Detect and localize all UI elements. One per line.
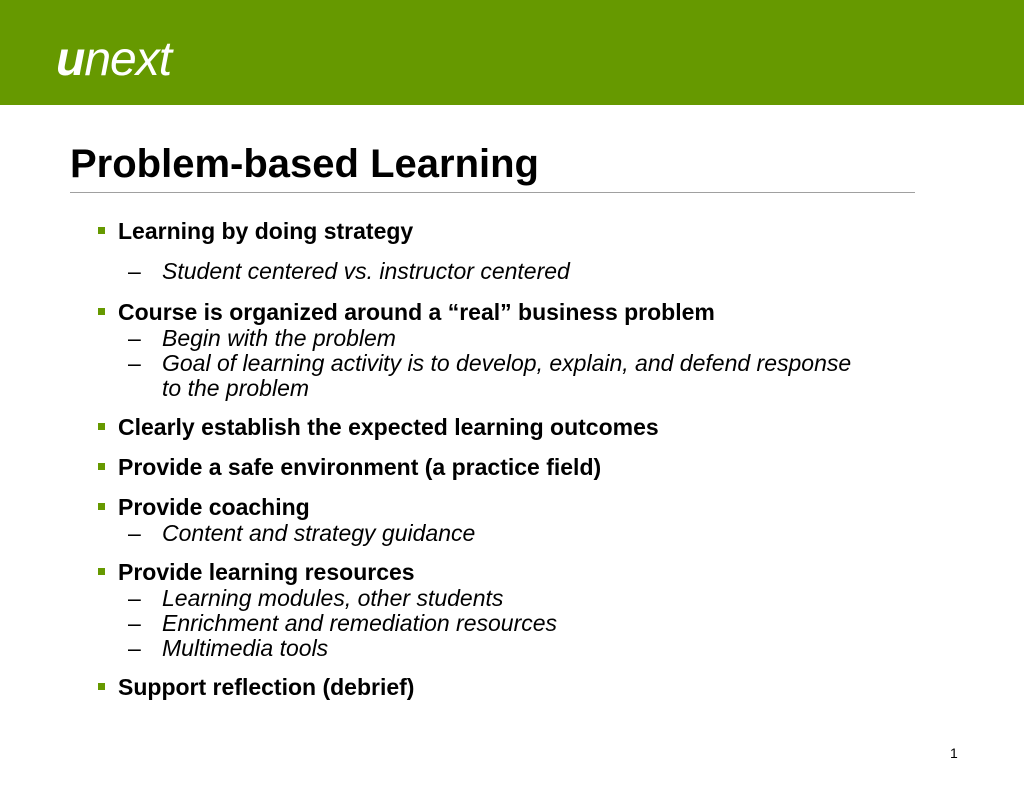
- bullet-list: [96, 205, 896, 701]
- square-bullet-icon: [98, 568, 105, 575]
- sub-bullet-item: [118, 259, 862, 284]
- header-band: [0, 0, 1024, 105]
- sub-bullet-text: Learning modules, other students: [162, 585, 504, 611]
- bullet-text: Clearly establish the expected learning outcomes: [118, 414, 659, 440]
- sub-bullet-text: Goal of learning activity is to develop, explain, and defend response to the problem: [162, 350, 852, 401]
- bullet-item: [96, 413, 896, 441]
- bullet-item: [96, 673, 896, 701]
- sub-bullet-text: Student centered vs. instructor centered: [162, 258, 570, 284]
- bullet-item: [96, 493, 896, 546]
- sub-bullet-list: [118, 259, 896, 284]
- square-bullet-icon: [98, 423, 105, 430]
- sub-bullet-list: [118, 326, 896, 401]
- sub-bullet-item: [118, 586, 862, 611]
- bullet-text: Provide coaching: [118, 494, 310, 520]
- square-bullet-icon: [98, 503, 105, 510]
- sub-bullet-text: Content and strategy guidance: [162, 520, 476, 546]
- sub-bullet-text: Begin with the problem: [162, 325, 396, 351]
- sub-bullet-item: [118, 326, 862, 351]
- square-bullet-icon: [98, 227, 105, 234]
- unext-logo: [56, 33, 172, 86]
- dash-marker: –: [128, 325, 141, 351]
- sub-bullet-item: [118, 351, 862, 401]
- bullet-text: Learning by doing strategy: [118, 218, 414, 244]
- bullet-item: [96, 558, 896, 661]
- bullet-item: [96, 217, 896, 284]
- sub-bullet-text: Multimedia tools: [162, 635, 329, 661]
- sub-bullet-item: [118, 636, 862, 661]
- bullet-text: Provide a safe environment (a practice field): [118, 454, 602, 480]
- sub-bullet-item: [118, 521, 862, 546]
- sub-bullet-item: [118, 611, 862, 636]
- dash-marker: –: [128, 610, 141, 636]
- bullet-text: Provide learning resources: [118, 559, 415, 585]
- square-bullet-icon: [98, 683, 105, 690]
- bullet-text: Course is organized around a “real” business problem: [118, 299, 715, 325]
- dash-marker: –: [128, 585, 141, 611]
- slide-title: Problem-based Learning: [70, 142, 539, 186]
- sub-bullet-list: [118, 586, 896, 661]
- bullet-item: [96, 298, 896, 401]
- bullet-text: Support reflection (debrief): [118, 674, 415, 700]
- dash-marker: –: [128, 350, 141, 376]
- page-number: 1: [950, 745, 958, 761]
- logo-letter-u: u: [56, 33, 85, 86]
- title-divider: [70, 192, 915, 193]
- logo-letters-next: next: [84, 33, 172, 86]
- square-bullet-icon: [98, 308, 105, 315]
- bullet-item: [96, 453, 896, 481]
- sub-bullet-text: Enrichment and remediation resources: [162, 610, 558, 636]
- dash-marker: –: [128, 258, 141, 284]
- sub-bullet-list: [118, 521, 896, 546]
- dash-marker: –: [128, 520, 141, 546]
- dash-marker: –: [128, 635, 141, 661]
- square-bullet-icon: [98, 463, 105, 470]
